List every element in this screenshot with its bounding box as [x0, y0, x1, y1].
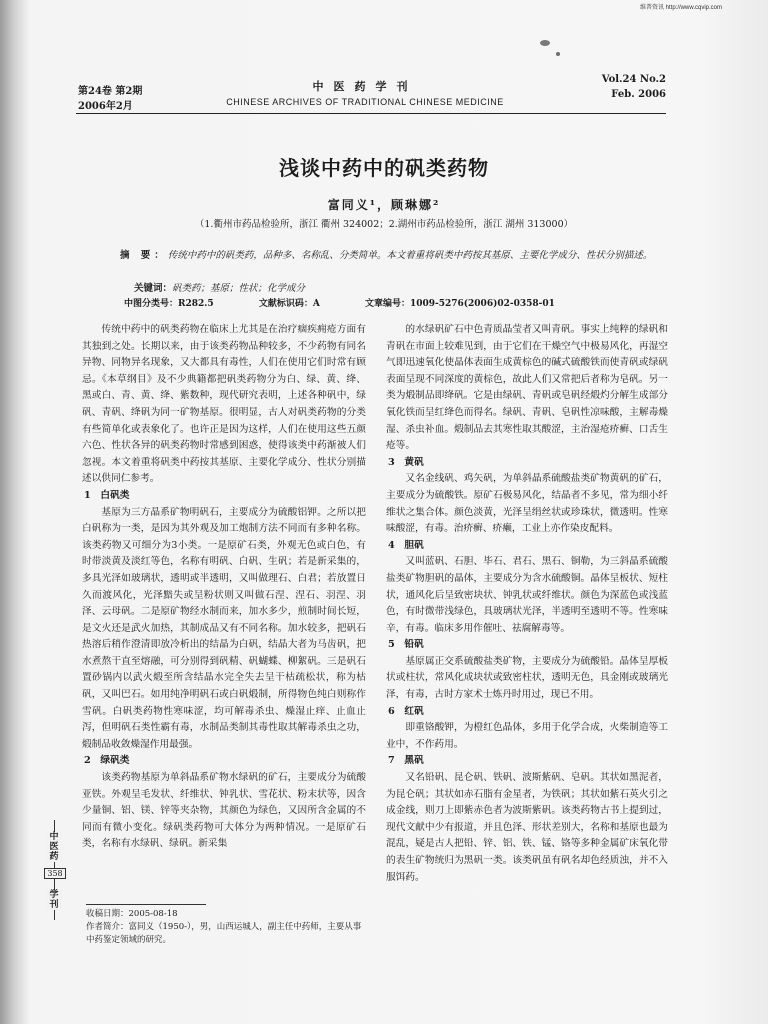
- article-authors: 富同义¹，顾琳娜²: [327, 198, 441, 212]
- header-right: [600, 72, 666, 102]
- footnote-rule: [86, 904, 206, 905]
- section-heading: 5 铅矾: [388, 639, 424, 651]
- article-title: 浅谈中药中的矾类药物: [279, 156, 489, 180]
- journal-masthead: [200, 78, 530, 107]
- paragraph: 又名铅矾、昆仑矾、铁矾、波斯紫矾、皂矾。其状如黑泥者，为昆仑矾；其状如赤石脂有金星者，为铁矾；其状如紫石英火引之成金线，则刀上即紫赤色者为波斯紫矾。该类药物古书上提到过，现代文献中少有报道，并且色泽、形状差别大，名称和基原也最为混乱，疑是古人把铅、锌、铝、铁、锰、铬等多种金属矿床氧化带的表生矿物统归为黑矾一类。该类矾虽有矾名却色经质浊，并不入服饵药。: [386, 772, 668, 883]
- doc-code: 文献标识码：A: [258, 299, 320, 309]
- page-number: 358: [44, 868, 66, 879]
- ink-smudge: [540, 40, 550, 46]
- section-heading: 1 白矾类: [84, 489, 130, 501]
- keywords-label: 关键词：: [134, 283, 173, 294]
- date-en: Feb. 2006: [611, 89, 666, 100]
- section-heading: 4 胆矾: [388, 539, 424, 551]
- classification-row: [124, 296, 664, 309]
- paragraph: 又名金线矾、鸡矢矾，为单斜晶系硫酸盐类矿物黄矾的矿石，主要成分为硫酸铁。原矿石极易风化，结晶者不多见，常为细小纤维状之集合体。颜色淡黄，光泽呈绢丝状或珍珠状，微透明。性寒味酸涩，有毒。治疥癣、疥癞，工业上亦作染皮配料。: [386, 473, 668, 535]
- right-column: [386, 322, 668, 886]
- journal-title-cn: 中医药学刊: [312, 80, 418, 93]
- volume-en: Vol.24 No.2: [601, 74, 666, 85]
- paragraph: 即重铬酸钾，为橙红色晶体，多用于化学合成，火柴制造等工业中，不作药用。: [386, 722, 668, 750]
- paragraph: 基原为三方晶系矿物明矾石，主要成分为硫酸铝钾。之所以把白矾称为一类，是因为其外观及加工炮制方法不同而有多种名称。该类药物又可细分为3小类。一是原矿石类，外观无色或白色，有时带淡黄及淡红等色，名称有明矾、白矾、生矾；若是新采集的，多具光泽如玻璃状，透明或半透明，又叫做理石、白君；若放置日久而渡风化，光泽黯失或呈粉状则又叫做石涅、涅石、羽涅、羽泽、云母矾。二是原矿物经水制而来，加水多少，煎制时间长短，是文火还是武火加热，其制成品又有不同名称。加水较多，把矾石热溶后稍作澄清即放冷析出的结晶为白矾，结晶大者为马齿矾，把水煮熬干直至熔融，可分别得到矾精、矾蝴蝶、柳絮矾。三是矾石置砂锅内以武火煅至所含结晶水完全失去呈干枯疏松状，称为枯矾，又叫巴石。如用纯净明矾石或白矾煅制，所得物色纯白则称作雪矾。白矾类药物性寒味涩，均可解毒杀虫、燥湿止痒、止血止泻，但明矾石类性霸有毒，水制品类制其毒性取其解毒杀虫之功，煅制品收敛燥湿作用最强。: [82, 506, 366, 750]
- abstract: [120, 247, 665, 264]
- paragraph: 的水绿矾矿石中色青质晶莹者又叫青矾。事实上纯粹的绿矾和青矾在市面上较难见到，由于它们在干燥空气中极易风化，再湿空气即迅速氧化使晶体表面生成黄棕色的碱式硫酸铁而使青矾或绿矾表面呈现不同深度的黄棕色，故此人们又常把后者称为皂矾。另一类为煅制品即绛矾。它是由绿矾、青矾或皂矾经煅灼分解生成部分氧化铁而呈红绛色而得名。绿矾、青矾、皂矾性凉味酸，主解毒燥湿、杀虫补血。煅制品去其寒性取其酸涩，主治湿疮疥癣、口舌生疮等。: [386, 324, 668, 452]
- paragraph: 基原属正交系硫酸盐类矿物，主要成分为硫酸铅。晶体呈厚板状或柱状，常风化成块状或致密柱状，透明无色，具金刚或玻璃光泽，有毒，古时方家术士炼丹时用过，现已不用。: [386, 655, 668, 701]
- author-affiliation: （1.衢州市药品检验所，浙江 衢州 324002；2.湖州市药品检验所，浙江 湖州 313000）: [194, 219, 574, 230]
- paragraph: 又叫蓝矾、石胆、毕石、君石、黑石、铜勒，为三斜晶系硫酸盐类矿物胆矾的晶体，主要成分为含水硫酸铜。晶体呈板状、短柱状，通风化后呈致密块状、钟乳状或纤维状。颜色为深蓝色或浅蓝色，有时微带浅绿色，具玻璃状光泽，半透明至透明不等。性寒味辛，有毒。临床多用作催吐、祛腐解毒等。: [386, 556, 668, 634]
- source-url: 维普资讯 http://www.cqvip.com: [640, 5, 723, 11]
- paragraph: 传统中药中的矾类药物在临床上尤其是在治疗痼疾痈疮方面有其独到之处。长期以来，由于该类药物品种较多，不少药物有同名异物、同物异名现象，又大都具有毒性，人们在使用它们时常有顾忌。《本草纲目》及不少典籍都把矾类药物分为白、绿、黄、绛、黑或白、青、黄、绛、紫数种，现代研究表明，上述各种矾中，绿矾、青矾、绛矾为同一矿物基原。很明显，古人对矾类药物的分类有些简单化或表象化了。也许正是因为这样，人们在使用这些五颜六色、性状各异的矾类药物时常感到困惑，使得该类中药渐被人们忽视。本文着重将矾类中药按其基原、主要化学成分、性状分别描述以供同仁参考。: [82, 324, 366, 485]
- class-number: 中图分类号：R282.5: [124, 299, 214, 309]
- section-heading: 3 黄矾: [388, 456, 424, 468]
- header-left: [78, 84, 142, 114]
- journal-title-en: CHINESE ARCHIVES OF TRADITIONAL CHINESE MEDICINE: [226, 97, 504, 107]
- date-cn: 2006年2月: [78, 101, 133, 112]
- sidebar-journal-name: 学刊: [46, 890, 62, 910]
- keywords: [134, 280, 305, 294]
- section-heading: 7 黑矾: [388, 755, 424, 767]
- footnote: [86, 908, 366, 947]
- author-bio: 作者简介：富同义（1950-），男，山西运城人，副主任中药师，主要从事中药鉴定领域的研究。: [86, 922, 362, 945]
- abstract-label: 摘 要：: [120, 250, 168, 261]
- sidebar-journal-name: 中医药: [46, 832, 62, 862]
- received-date: 收稿日期：2005-08-18: [86, 909, 178, 919]
- keywords-text: 矾类药；基原；性状；化学成分: [172, 283, 306, 294]
- paragraph: 该类药物基原为单斜晶系矿物水绿矾的矿石，主要成分为硫酸亚铁。外观呈毛发状、纤维状、钟乳状、雪花状、粉末状等，因含少量铜、铝、镁、锌等夹杂物，其颜色为绿色，又因所含金属的不同而有微小变化。绿矾类药物可大体分为两种情况。一是原矿石类，名称有水绿矾、绿矾。新采集: [82, 772, 366, 850]
- volume-cn: 第24卷 第2期: [78, 86, 143, 97]
- abstract-text: 传统中药中的矾类药，品种多、名称乱、分类简单。本文着重将矾类中药按其基原、主要化学成分、性状分别描述。: [167, 250, 653, 261]
- section-heading: 6 红矾: [388, 705, 424, 717]
- header-rule: [76, 113, 666, 114]
- section-heading: 2 绿矾类: [84, 755, 130, 767]
- left-column: [82, 322, 366, 853]
- article-number: 文章编号：1009-5276(2006)02-0358-01: [364, 299, 555, 309]
- ink-smudge: [556, 52, 560, 56]
